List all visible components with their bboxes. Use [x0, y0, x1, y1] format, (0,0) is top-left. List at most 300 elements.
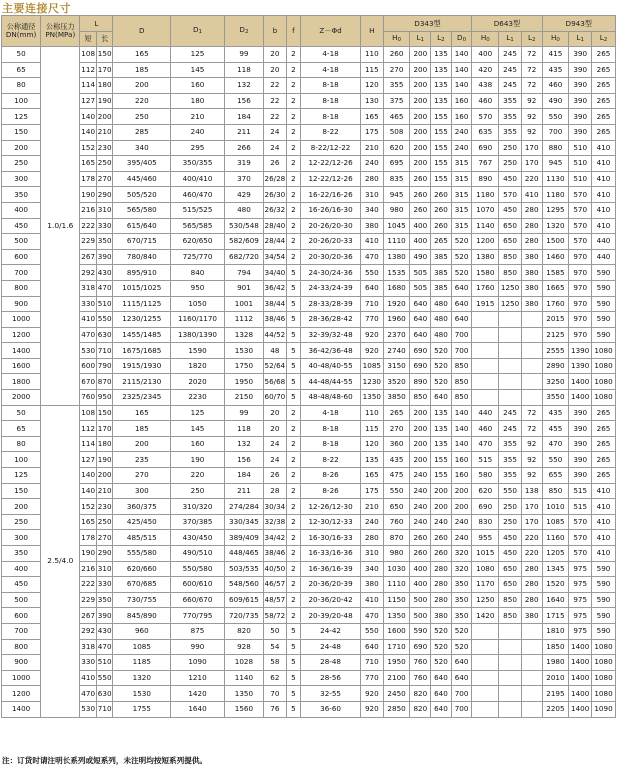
table-cell: 1820: [171, 358, 225, 374]
table-cell: 440: [592, 249, 616, 265]
table-row: [2, 452, 616, 468]
table-cell: 115: [360, 421, 383, 437]
table-cell: 505/520: [113, 187, 171, 203]
table-cell: 200: [431, 499, 452, 515]
table-cell: 58/72: [264, 608, 287, 624]
dn-cell: 600: [2, 249, 41, 265]
dn-cell: 125: [2, 468, 41, 484]
table-cell: 2: [286, 468, 300, 484]
table-cell: 901: [224, 280, 263, 296]
table-cell: 1750: [224, 358, 263, 374]
table-cell: 1530: [224, 343, 263, 359]
table-cell: 430/450: [171, 530, 225, 546]
table-cell: 570: [499, 187, 522, 203]
table-cell: 135: [431, 62, 452, 78]
table-cell: 140: [80, 468, 97, 484]
table-cell: 1150: [383, 592, 410, 608]
table-cell: 4-18: [301, 47, 361, 63]
table-cell: 3550: [542, 390, 569, 406]
table-cell: [472, 701, 499, 717]
table-cell: 980: [383, 546, 410, 562]
table-cell: 280: [521, 561, 542, 577]
table-cell: 682/720: [224, 249, 263, 265]
table-row: [2, 655, 616, 671]
table-cell: 895/910: [113, 265, 171, 281]
table-cell: 1350: [383, 608, 410, 624]
table-row: [2, 701, 616, 717]
table-cell: 16-33/16-36: [301, 546, 361, 562]
table-cell: 2: [286, 156, 300, 172]
table-cell: 700: [451, 343, 472, 359]
table-cell: 265: [592, 109, 616, 125]
table-cell: 515: [569, 483, 592, 499]
table-cell: 1045: [383, 218, 410, 234]
dn-cell: 900: [2, 296, 41, 312]
table-cell: 955: [472, 530, 499, 546]
table-cell: 24-30/24-36: [301, 265, 361, 281]
table-cell: 850: [499, 592, 522, 608]
table-cell: 590: [592, 280, 616, 296]
table-cell: 240: [360, 156, 383, 172]
table-cell: 430: [96, 265, 113, 281]
table-cell: 1400: [569, 701, 592, 717]
table-cell: 385: [431, 249, 452, 265]
table-cell: [499, 358, 522, 374]
table-cell: 4-18: [301, 62, 361, 78]
table-cell: 570: [569, 530, 592, 546]
table-cell: 630: [96, 686, 113, 702]
table-cell: 385: [431, 265, 452, 281]
dn-cell: 100: [2, 452, 41, 468]
table-row: [2, 171, 616, 187]
table-cell: 3150: [383, 358, 410, 374]
table-cell: 34/42: [264, 530, 287, 546]
table-cell: 550: [383, 483, 410, 499]
table-cell: 1760: [472, 280, 499, 296]
table-cell: 870: [96, 374, 113, 390]
header-d343: D343型: [383, 16, 472, 32]
table-cell: 28-36/28-42: [301, 312, 361, 328]
table-cell: 655: [542, 468, 569, 484]
table-cell: 1030: [383, 561, 410, 577]
table-cell: 550/580: [171, 561, 225, 577]
table-cell: 265: [431, 234, 452, 250]
table-cell: 292: [80, 623, 97, 639]
table-cell: [521, 327, 542, 343]
dn-cell: 80: [2, 436, 41, 452]
table-cell: 425/450: [113, 514, 171, 530]
table-cell: 505: [410, 265, 431, 281]
table-cell: 315: [451, 156, 472, 172]
table-cell: 1230: [360, 374, 383, 390]
table-cell: 520: [431, 374, 452, 390]
table-cell: 582/609: [224, 234, 263, 250]
table-cell: 710: [96, 701, 113, 717]
table-cell: 400: [472, 47, 499, 63]
dimension-table: [1, 15, 616, 718]
table-cell: 8-22: [301, 452, 361, 468]
table-cell: 615/640: [113, 218, 171, 234]
table-cell: 590: [592, 312, 616, 328]
table-cell: 875: [171, 623, 225, 639]
table-cell: 520: [431, 623, 452, 639]
table-cell: 410: [592, 514, 616, 530]
table-cell: 200: [410, 140, 431, 156]
table-cell: 2010: [542, 670, 569, 686]
table-cell: 760: [80, 390, 97, 406]
table-cell: 5: [286, 296, 300, 312]
header-d643-l2: $L_2$: [521, 32, 542, 47]
table-cell: 390: [569, 421, 592, 437]
table-cell: 530: [80, 701, 97, 717]
table-cell: 355: [499, 452, 522, 468]
table-cell: 20: [264, 62, 287, 78]
table-cell: 165: [360, 109, 383, 125]
table-cell: 1400: [569, 374, 592, 390]
table-cell: 950: [96, 390, 113, 406]
table-row: [2, 62, 616, 78]
table-cell: 355: [499, 109, 522, 125]
table-cell: 170: [521, 140, 542, 156]
table-cell: 160: [451, 93, 472, 109]
table-cell: 390: [569, 47, 592, 63]
table-cell: 5: [286, 701, 300, 717]
dn-cell: 450: [2, 577, 41, 593]
table-cell: 132: [224, 436, 263, 452]
table-cell: 265: [592, 452, 616, 468]
table-cell: 24-48: [301, 639, 361, 655]
page-title: 主要连接尺寸: [2, 2, 71, 15]
table-cell: 200: [113, 436, 171, 452]
table-cell: 12-22/12-26: [301, 171, 361, 187]
table-cell: 440: [472, 405, 499, 421]
table-cell: 508: [383, 124, 410, 140]
table-cell: [499, 639, 522, 655]
table-cell: 1680: [383, 280, 410, 296]
table-cell: 310/320: [171, 499, 225, 515]
table-cell: 24: [264, 140, 287, 156]
table-cell: 140: [80, 109, 97, 125]
dn-cell: 1000: [2, 670, 41, 686]
table-cell: 600/610: [171, 577, 225, 593]
dn-cell: 250: [2, 514, 41, 530]
table-cell: 340: [360, 202, 383, 218]
table-cell: 20-36/20-39: [301, 577, 361, 593]
table-cell: 380: [521, 296, 542, 312]
table-cell: 5: [286, 343, 300, 359]
table-cell: 1345: [542, 561, 569, 577]
table-cell: 355: [383, 78, 410, 94]
table-cell: 850: [451, 390, 472, 406]
dn-cell: 400: [2, 202, 41, 218]
header-f: f: [286, 16, 300, 47]
table-cell: 710: [360, 655, 383, 671]
table-cell: 1080: [592, 639, 616, 655]
table-cell: 460: [542, 78, 569, 94]
table-cell: 20: [264, 405, 287, 421]
dn-cell: 700: [2, 623, 41, 639]
table-cell: 1590: [171, 343, 225, 359]
table-cell: 2740: [383, 343, 410, 359]
table-cell: 400: [410, 218, 431, 234]
table-cell: 180: [96, 78, 113, 94]
table-cell: 890: [472, 171, 499, 187]
table-row: [2, 530, 616, 546]
table-cell: 140: [451, 78, 472, 94]
table-cell: 265: [592, 62, 616, 78]
table-cell: 5: [286, 655, 300, 671]
table-cell: 28-33/28-39: [301, 296, 361, 312]
table-cell: 8-22: [301, 124, 361, 140]
table-cell: 26/32: [264, 202, 287, 218]
table-cell: 200: [410, 436, 431, 452]
table-cell: 570: [569, 514, 592, 530]
table-cell: 318: [80, 639, 97, 655]
header-d943-h0: $H_0$: [542, 32, 569, 47]
table-row: [2, 436, 616, 452]
table-cell: 590: [592, 608, 616, 624]
table-cell: 330: [96, 218, 113, 234]
table-cell: 670: [80, 374, 97, 390]
table-cell: 140: [451, 62, 472, 78]
table-cell: 548/560: [224, 577, 263, 593]
table-cell: 156: [224, 93, 263, 109]
table-cell: 1390: [569, 358, 592, 374]
table-cell: 145: [171, 421, 225, 437]
table-cell: 200: [410, 78, 431, 94]
table-cell: 1950: [224, 374, 263, 390]
table-cell: 155: [431, 124, 452, 140]
table-cell: 1350: [360, 390, 383, 406]
table-cell: 170: [521, 499, 542, 515]
table-cell: 520: [431, 343, 452, 359]
table-cell: 155: [431, 156, 452, 172]
header-d1: $D_1$: [171, 16, 225, 47]
table-cell: [499, 701, 522, 717]
header-pn: 公称压力 PN(MPa): [41, 16, 80, 47]
table-cell: 1080: [592, 358, 616, 374]
table-cell: 245: [499, 421, 522, 437]
table-row: [2, 514, 616, 530]
table-cell: 140: [451, 421, 472, 437]
dn-cell: 500: [2, 592, 41, 608]
table-cell: 515/525: [171, 202, 225, 218]
table-cell: 1960: [383, 312, 410, 328]
table-cell: 410: [360, 234, 383, 250]
table-cell: 216: [80, 202, 97, 218]
table-cell: 510: [569, 140, 592, 156]
table-cell: 165: [80, 156, 97, 172]
table-cell: 970: [569, 265, 592, 281]
table-cell: 5: [286, 390, 300, 406]
table-cell: 490: [542, 93, 569, 109]
table-cell: 710: [96, 343, 113, 359]
table-cell: 22: [264, 109, 287, 125]
table-cell: 2: [286, 47, 300, 63]
table-cell: 200: [410, 47, 431, 63]
table-cell: 1085: [360, 358, 383, 374]
table-cell: 350/355: [171, 156, 225, 172]
table-cell: 960: [113, 623, 171, 639]
table-cell: 265: [592, 124, 616, 140]
table-cell: 2: [286, 202, 300, 218]
table-cell: 8-18: [301, 436, 361, 452]
header-d643-h0: $H_0$: [472, 32, 499, 47]
table-cell: [472, 639, 499, 655]
table-cell: 40/50: [264, 561, 287, 577]
table-cell: 184: [224, 468, 263, 484]
table-cell: 920: [360, 701, 383, 717]
table-row: [2, 623, 616, 639]
table-row: [2, 374, 616, 390]
table-cell: 58: [264, 655, 287, 671]
table-cell: 1250: [472, 592, 499, 608]
table-cell: 28/44: [264, 234, 287, 250]
table-cell: 485/515: [113, 530, 171, 546]
table-cell: 2555: [542, 343, 569, 359]
table-cell: 2850: [383, 701, 410, 717]
table-cell: 135: [431, 93, 452, 109]
table-cell: 410: [592, 202, 616, 218]
table-cell: 260: [431, 530, 452, 546]
table-cell: 175: [360, 483, 383, 499]
table-cell: 118: [224, 421, 263, 437]
table-cell: 850: [451, 358, 472, 374]
table-cell: 150: [96, 47, 113, 63]
table-cell: 16-36/16-39: [301, 561, 361, 577]
table-cell: 112: [80, 421, 97, 437]
dn-cell: 65: [2, 62, 41, 78]
table-cell: 640: [360, 280, 383, 296]
table-cell: 510: [96, 655, 113, 671]
table-cell: 200: [410, 405, 431, 421]
table-row: [2, 156, 616, 172]
table-cell: 5: [286, 670, 300, 686]
table-cell: 590: [410, 623, 431, 639]
table-cell: 550: [96, 312, 113, 328]
table-cell: 8-26: [301, 483, 361, 499]
table-cell: 590: [592, 592, 616, 608]
table-cell: 1080: [472, 561, 499, 577]
table-cell: 260: [431, 202, 452, 218]
table-cell: 1585: [542, 265, 569, 281]
table-cell: 165: [113, 405, 171, 421]
table-cell: 250: [499, 499, 522, 515]
table-cell: 1530: [113, 686, 171, 702]
header-d943: D943型: [542, 16, 615, 32]
table-cell: 20-36/20-42: [301, 592, 361, 608]
table-cell: 230: [96, 140, 113, 156]
dn-cell: 900: [2, 655, 41, 671]
table-cell: 570: [569, 202, 592, 218]
table-cell: 250: [499, 514, 522, 530]
table-cell: 1170: [472, 577, 499, 593]
table-cell: 260: [383, 47, 410, 63]
table-cell: 12-30/12-33: [301, 514, 361, 530]
table-row: [2, 639, 616, 655]
dn-cell: 500: [2, 234, 41, 250]
table-cell: 229: [80, 234, 97, 250]
table-cell: 240: [410, 499, 431, 515]
table-cell: 175: [360, 124, 383, 140]
table-cell: 319: [224, 156, 263, 172]
table-cell: 660/670: [171, 592, 225, 608]
table-cell: 155: [431, 109, 452, 125]
table-cell: 5: [286, 312, 300, 328]
table-cell: [521, 670, 542, 686]
table-cell: 400: [410, 234, 431, 250]
table-cell: 108: [80, 47, 97, 63]
dn-cell: 65: [2, 421, 41, 437]
table-cell: 480: [224, 202, 263, 218]
table-cell: 38/46: [264, 546, 287, 562]
table-cell: 32-55: [301, 686, 361, 702]
table-cell: 152: [80, 140, 97, 156]
table-cell: 280: [521, 202, 542, 218]
table-cell: 794: [224, 265, 263, 281]
table-cell: 450: [499, 546, 522, 562]
table-cell: 570: [569, 546, 592, 562]
dn-cell: 600: [2, 608, 41, 624]
table-cell: 265: [592, 436, 616, 452]
table-cell: 285: [113, 124, 171, 140]
table-cell: 429: [224, 187, 263, 203]
table-cell: 1328: [224, 327, 263, 343]
table-cell: 127: [80, 452, 97, 468]
table-cell: 1810: [542, 623, 569, 639]
table-cell: 720/735: [224, 608, 263, 624]
table-cell: 1015: [472, 546, 499, 562]
table-cell: 380: [360, 218, 383, 234]
table-row: [2, 670, 616, 686]
table-row: [2, 546, 616, 562]
table-cell: 640: [451, 670, 472, 686]
table-cell: 410: [80, 670, 97, 686]
table-cell: 1001: [224, 296, 263, 312]
table-cell: 2: [286, 514, 300, 530]
table-cell: 110: [360, 405, 383, 421]
table-cell: 34/40: [264, 265, 287, 281]
table-cell: 725/770: [171, 249, 225, 265]
table-cell: 385: [431, 280, 452, 296]
table-cell: 340: [360, 561, 383, 577]
table-cell: 975: [569, 608, 592, 624]
table-cell: 70: [264, 686, 287, 702]
table-cell: 990: [171, 639, 225, 655]
table-cell: 32/38: [264, 514, 287, 530]
dn-cell: 250: [2, 156, 41, 172]
table-row: [2, 343, 616, 359]
table-cell: 635: [472, 124, 499, 140]
table-cell: 5: [286, 686, 300, 702]
table-cell: 280: [521, 592, 542, 608]
table-cell: 280: [431, 577, 452, 593]
table-cell: 640: [410, 327, 431, 343]
table-cell: 690: [410, 358, 431, 374]
table-row: [2, 140, 616, 156]
table-cell: 448/465: [224, 546, 263, 562]
table-row: [2, 187, 616, 203]
table-cell: 565/585: [171, 218, 225, 234]
table-cell: 240: [410, 514, 431, 530]
table-cell: 280: [521, 577, 542, 593]
table-cell: 1400: [569, 655, 592, 671]
table-cell: 1580: [472, 265, 499, 281]
table-row: [2, 93, 616, 109]
table-cell: 490/510: [171, 546, 225, 562]
table-cell: [521, 623, 542, 639]
table-cell: 8-18: [301, 78, 361, 94]
